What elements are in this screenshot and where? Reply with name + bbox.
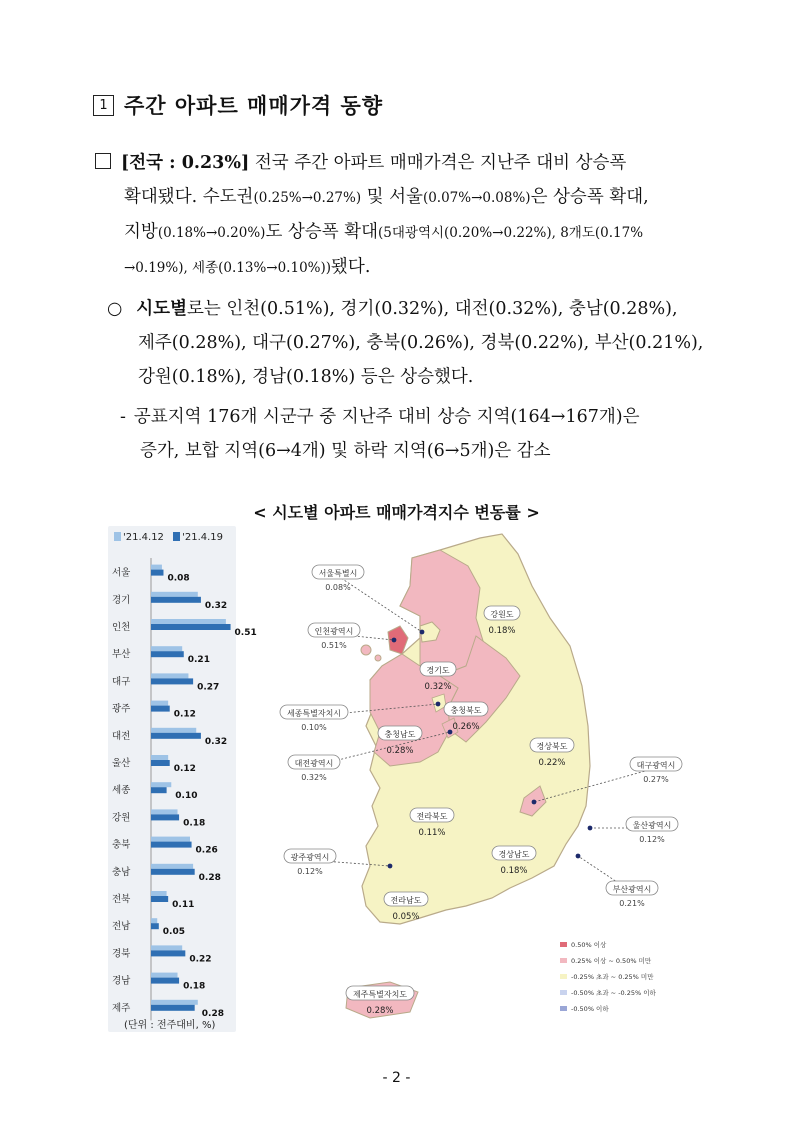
city-dot bbox=[576, 854, 581, 859]
region-value: 0.26% bbox=[452, 722, 480, 732]
bar-prev bbox=[151, 809, 178, 814]
region-value: 0.18% bbox=[488, 626, 516, 636]
para1-line3b: (0.18%→0.20%) bbox=[157, 225, 266, 241]
bar-curr bbox=[151, 760, 170, 766]
map-island bbox=[375, 655, 381, 661]
category-label: 전북 bbox=[112, 894, 131, 905]
category-label: 부산 bbox=[112, 649, 131, 661]
region-value: 0.22% bbox=[538, 758, 566, 768]
data-label: 0.28 bbox=[201, 1008, 225, 1019]
data-label: 0.51 bbox=[234, 628, 257, 638]
data-label: 0.28 bbox=[198, 872, 221, 883]
region-name: 전라남도 bbox=[390, 896, 422, 905]
dash-bullet: - bbox=[120, 407, 126, 427]
bar-curr bbox=[151, 950, 185, 956]
bar-prev bbox=[151, 646, 182, 651]
map-legend-swatch bbox=[560, 974, 567, 979]
callout-name: 세종특별자치시 bbox=[286, 709, 342, 718]
callout-name: 광주광역시 bbox=[290, 853, 330, 862]
circle-bullet-icon: ○ bbox=[107, 299, 123, 319]
para3-line2: 증가, 보합 지역(6→4개) 및 하락 지역(6→5개)은 감소 bbox=[140, 441, 551, 461]
bar-curr bbox=[151, 1005, 195, 1011]
map-legend-swatch bbox=[560, 942, 567, 947]
bar-curr bbox=[151, 869, 195, 875]
para1-line2e: 은 상승폭 확대, bbox=[530, 187, 649, 207]
city-dot bbox=[588, 826, 593, 831]
category-label: 강원 bbox=[112, 812, 131, 824]
para3-line1: 공표지역 176개 시군구 중 지난주 대비 상승 지역(164→167개)은 bbox=[133, 407, 640, 427]
category-label: 세종 bbox=[112, 785, 131, 797]
bar-curr bbox=[151, 787, 167, 793]
bar-prev bbox=[151, 918, 157, 923]
bar-prev bbox=[151, 701, 168, 706]
region-name: 경기도 bbox=[426, 666, 450, 675]
para1-line3a: 지방 bbox=[124, 222, 158, 242]
bar-curr bbox=[151, 814, 179, 820]
region-name: 제주특별자치도 bbox=[352, 990, 408, 999]
para1-line4b: 됐다. bbox=[331, 257, 371, 277]
category-label: 제주 bbox=[112, 1002, 131, 1014]
figure-caption: < 시도별 아파트 매매가격지수 변동률 > bbox=[253, 503, 540, 522]
map-legend-label: -0.50% 초과 ~ -0.25% 이하 bbox=[571, 989, 656, 997]
city-dot bbox=[436, 702, 441, 707]
map-legend-swatch bbox=[560, 1006, 567, 1011]
data-label: 0.27 bbox=[197, 682, 220, 693]
category-label: 대구 bbox=[112, 676, 131, 688]
legend-label-curr: '21.4.19 bbox=[182, 532, 224, 543]
callout-name: 울산광역시 bbox=[632, 821, 672, 830]
region-name: 경상북도 bbox=[536, 742, 568, 751]
para1-line2c: 및 서울 bbox=[361, 187, 423, 207]
bar-prev bbox=[151, 1000, 198, 1005]
map-legend-label: -0.50% 이하 bbox=[571, 1005, 609, 1013]
section-number-box: 1 bbox=[93, 95, 114, 116]
callout-name: 인천광역시 bbox=[314, 627, 354, 636]
city-dot bbox=[392, 638, 397, 643]
bar-prev bbox=[151, 973, 178, 978]
para1-line2d: (0.07%→0.08%) bbox=[422, 190, 531, 206]
category-label: 대전 bbox=[112, 730, 131, 742]
bar-curr bbox=[151, 923, 159, 929]
data-label: 0.05 bbox=[162, 927, 186, 938]
callout-value: 0.12% bbox=[639, 835, 665, 844]
data-label: 0.32 bbox=[204, 736, 228, 747]
bar-curr bbox=[151, 597, 201, 603]
callout-name: 대전광역시 bbox=[294, 759, 334, 768]
category-label: 경북 bbox=[112, 948, 131, 960]
bar-curr bbox=[151, 624, 231, 630]
bar-prev bbox=[151, 864, 193, 869]
bar-curr bbox=[151, 651, 184, 657]
callout-value: 0.12% bbox=[297, 867, 323, 876]
bar-prev bbox=[151, 755, 168, 760]
data-label: 0.10 bbox=[175, 791, 198, 802]
category-label: 서울 bbox=[112, 567, 131, 579]
data-label: 0.12 bbox=[173, 764, 196, 774]
para2-line1: 로는 인천(0.51%), 경기(0.32%), 대전(0.32%), 충남(0.28%), bbox=[187, 299, 678, 319]
data-label: 0.11 bbox=[172, 900, 195, 910]
callout-value: 0.51% bbox=[321, 641, 347, 650]
callout-name: 대구광역시 bbox=[636, 761, 676, 770]
category-label: 울산 bbox=[112, 758, 131, 769]
chart-unit-note: (단위 : 전주대비, %) bbox=[124, 1020, 216, 1031]
paragraph-national bbox=[95, 146, 715, 285]
bar-prev bbox=[151, 891, 167, 896]
category-label: 경기 bbox=[112, 594, 131, 606]
data-label: 0.26 bbox=[195, 845, 218, 856]
callout-value: 0.32% bbox=[301, 773, 327, 782]
category-label: 전남 bbox=[112, 921, 131, 933]
bar-prev bbox=[151, 592, 198, 597]
data-label: 0.08 bbox=[167, 573, 190, 584]
bar-curr bbox=[151, 896, 168, 902]
data-label: 0.18 bbox=[183, 818, 206, 829]
city-dot bbox=[420, 630, 425, 635]
bar-chart bbox=[108, 526, 257, 1032]
category-label: 광주 bbox=[112, 703, 131, 715]
bar-prev bbox=[151, 565, 162, 570]
callout-name: 부산광역시 bbox=[612, 885, 652, 894]
checkbox-square-icon bbox=[95, 153, 111, 169]
bar-prev bbox=[151, 619, 226, 624]
bar-curr bbox=[151, 706, 170, 712]
callout-value: 0.10% bbox=[301, 723, 327, 732]
region-value: 0.11% bbox=[418, 828, 446, 838]
category-label: 경남 bbox=[112, 975, 131, 987]
map-island bbox=[361, 645, 371, 655]
section-heading bbox=[93, 90, 383, 120]
bar-prev bbox=[151, 945, 182, 950]
para1-line4a: →0.19%), 세종(0.13%→0.10%)) bbox=[124, 260, 332, 276]
region-name: 전라북도 bbox=[416, 812, 448, 821]
region-name: 충청남도 bbox=[384, 730, 416, 739]
callout-value: 0.27% bbox=[643, 775, 669, 784]
para1-line3c: 도 상승폭 확대 bbox=[265, 222, 378, 242]
para1-line3d: (5대광역시(0.20%→0.22%), 8개도(0.17% bbox=[378, 225, 644, 241]
region-value: 0.28% bbox=[386, 746, 414, 756]
by-region-label: 시도별 bbox=[136, 299, 187, 319]
category-label: 충북 bbox=[112, 839, 131, 851]
map-legend-swatch bbox=[560, 990, 567, 995]
map-legend-label: 0.50% 이상 bbox=[571, 941, 607, 949]
map-legend-swatch bbox=[560, 958, 567, 963]
bar-prev bbox=[151, 728, 196, 733]
category-label: 인천 bbox=[112, 622, 131, 633]
legend-label-prev: '21.4.12 bbox=[123, 532, 164, 543]
bar-chart-panel bbox=[108, 526, 257, 1032]
region-value: 0.32% bbox=[424, 682, 452, 692]
region-name: 충청북도 bbox=[450, 706, 482, 715]
national-rate-label: [전국 : 0.23%] bbox=[121, 153, 250, 173]
region-value: 0.18% bbox=[500, 866, 528, 876]
region-name: 경상남도 bbox=[498, 850, 530, 859]
region-value: 0.05% bbox=[392, 912, 420, 922]
bar-prev bbox=[151, 782, 171, 787]
data-label: 0.22 bbox=[189, 954, 212, 965]
map-legend-label: 0.25% 이상 ~ 0.50% 미만 bbox=[571, 957, 652, 965]
bar-curr bbox=[151, 678, 193, 684]
paragraph-districts bbox=[120, 400, 710, 468]
bar-prev bbox=[151, 673, 188, 678]
bar-prev bbox=[151, 837, 190, 842]
para1-line2b: (0.25%→0.27%) bbox=[253, 190, 362, 206]
data-label: 0.21 bbox=[187, 655, 210, 666]
para2-line3: 강원(0.18%), 경남(0.18%) 등은 상승했다. bbox=[138, 367, 474, 387]
korea-map bbox=[270, 526, 710, 1026]
page-number: - 2 - bbox=[382, 1070, 411, 1086]
region-value: 0.28% bbox=[366, 1006, 394, 1016]
bar-curr bbox=[151, 978, 179, 984]
section-title: 주간 아파트 매매가격 동향 bbox=[124, 94, 384, 118]
data-label: 0.12 bbox=[173, 709, 196, 720]
bar-curr bbox=[151, 570, 163, 576]
category-label: 충남 bbox=[112, 866, 131, 878]
data-label: 0.32 bbox=[204, 600, 228, 611]
paragraph-by-region bbox=[107, 292, 707, 394]
bar-curr bbox=[151, 842, 192, 848]
para1-line1: 전국 주간 아파트 매매가격은 지난주 대비 상승폭 bbox=[249, 153, 627, 173]
map-legend-label: -0.25% 초과 ~ 0.25% 미만 bbox=[571, 973, 654, 981]
city-dot bbox=[448, 730, 453, 735]
para1-line2a: 확대됐다. 수도권 bbox=[124, 187, 254, 207]
callout-value: 0.21% bbox=[619, 899, 645, 908]
city-dot bbox=[532, 800, 537, 805]
callout-name: 서울특별시 bbox=[318, 569, 358, 578]
callout-value: 0.08% bbox=[325, 583, 351, 592]
para2-line2: 제주(0.28%), 대구(0.27%), 충북(0.26%), 경북(0.22%), 부산(0.21%), bbox=[138, 333, 704, 353]
region-name: 강원도 bbox=[490, 610, 514, 619]
bar-curr bbox=[151, 733, 201, 739]
data-label: 0.18 bbox=[183, 981, 206, 992]
city-dot bbox=[388, 864, 393, 869]
